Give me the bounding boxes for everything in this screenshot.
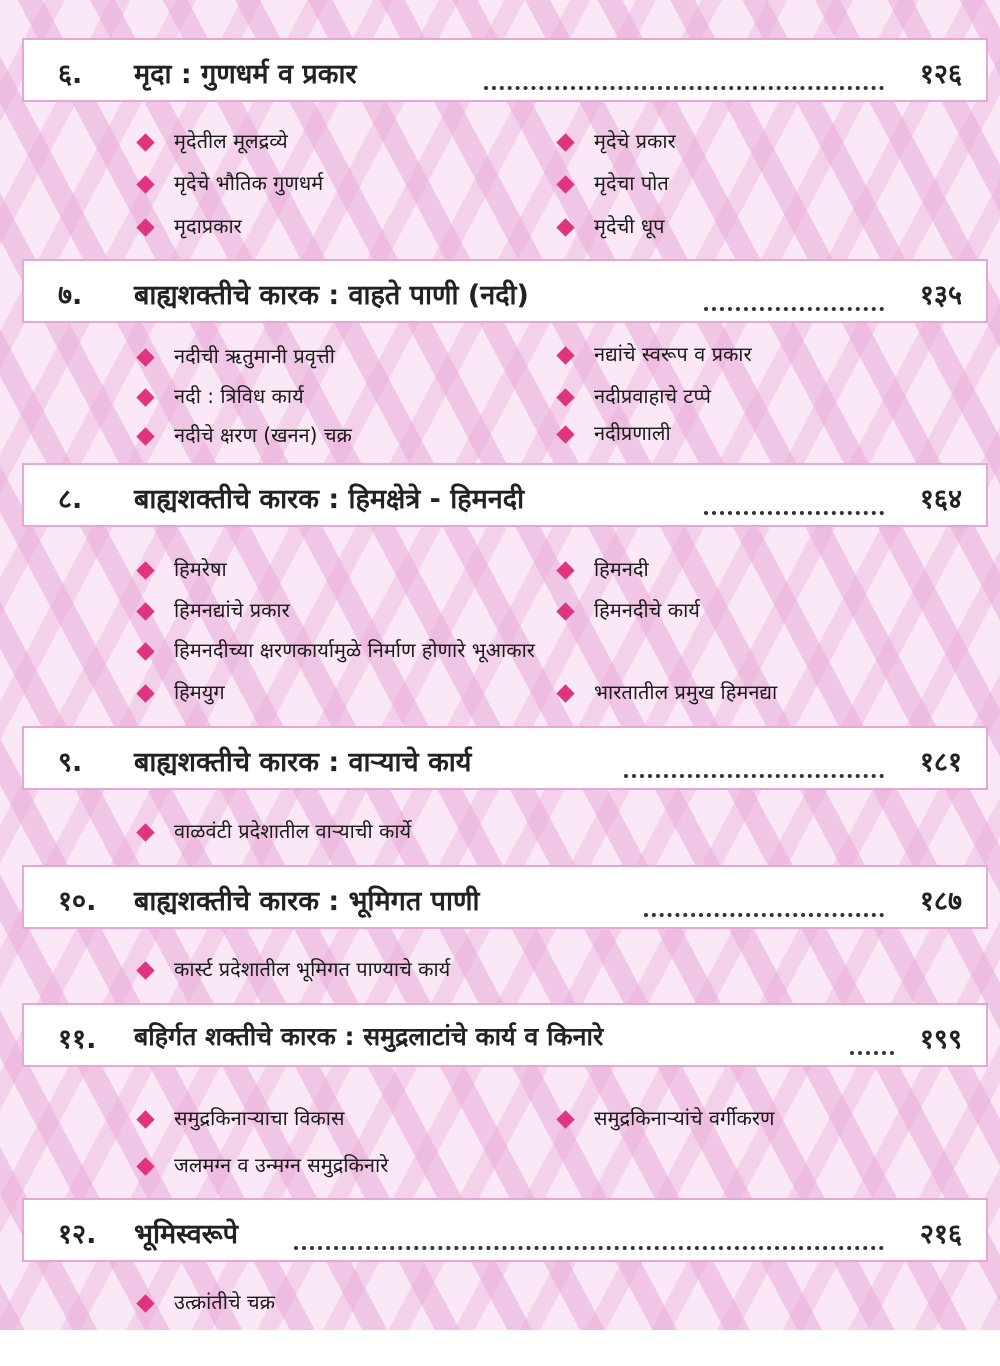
topic-item[interactable]: मृदेचे भौतिक गुणधर्म <box>174 171 324 195</box>
chapter-title: मृदा : गुणधर्म व प्रकार <box>134 59 357 90</box>
topic-item[interactable]: कार्स्ट प्रदेशातील भूमिगत पाण्याचे कार्य <box>174 957 451 981</box>
chapter-page: १६४ <box>919 484 962 515</box>
topic-item[interactable]: नदी : त्रिविध कार्य <box>174 384 304 408</box>
topic-item[interactable]: मृदेचे प्रकार <box>594 129 676 153</box>
chapter-page: १८१ <box>919 747 962 778</box>
dot-leader <box>644 883 884 917</box>
topic-item[interactable]: हिमनदी <box>594 557 649 581</box>
chapter-number: ९. <box>58 747 83 778</box>
dot-leader <box>484 56 884 90</box>
topic-item[interactable]: नदीचे क्षरण (खनन) चक्र <box>174 423 352 447</box>
chapter-row-9[interactable] <box>22 726 988 790</box>
chapter-number: ६. <box>58 59 83 90</box>
topic-item[interactable]: भारतातील प्रमुख हिमनद्या <box>594 680 778 704</box>
page-margin <box>0 1330 1000 1366</box>
topic-item[interactable]: हिमनदीच्या क्षरणकार्यामुळे निर्माण होणारे भूआकार <box>174 638 535 662</box>
chapter-number: १२. <box>58 1219 97 1250</box>
chapter-page: १३५ <box>919 280 962 311</box>
topic-item[interactable]: मृदेची धूप <box>594 214 665 238</box>
dot-leader <box>704 481 884 515</box>
chapter-row-6[interactable] <box>22 38 988 102</box>
topic-item[interactable]: उत्क्रांतीचे चक्र <box>174 1290 275 1314</box>
chapter-title: बाह्यशक्तीचे कारक : वाऱ्याचे कार्य <box>134 747 472 778</box>
chapter-number: ८. <box>58 484 83 515</box>
chapter-page: २१६ <box>919 1219 962 1250</box>
dot-leader <box>294 1216 884 1250</box>
chapter-title: बाह्यशक्तीचे कारक : हिमक्षेत्रे - हिमनदी <box>134 484 525 515</box>
chapter-row-7[interactable] <box>22 259 988 323</box>
chapter-number: ७. <box>58 280 83 311</box>
chapter-row-8[interactable] <box>22 463 988 527</box>
topic-item[interactable]: हिमरेषा <box>174 557 227 581</box>
topic-item[interactable]: हिमनदीचे कार्य <box>594 598 700 622</box>
topic-item[interactable]: नदीप्रणाली <box>594 421 671 445</box>
topic-item[interactable]: समुद्रकिनाऱ्यांचे वर्गीकरण <box>594 1106 775 1130</box>
chapter-number: १०. <box>58 886 97 917</box>
chapter-page: १२६ <box>919 59 962 90</box>
topic-item[interactable]: जलमग्न व उन्मग्न समुद्रकिनारे <box>174 1153 389 1177</box>
chapter-title: बाह्यशक्तीचे कारक : वाहते पाणी (नदी) <box>134 280 529 311</box>
chapter-title: बाह्यशक्तीचे कारक : भूमिगत पाणी <box>134 886 480 917</box>
topic-item[interactable]: नद्यांचे स्वरूप व प्रकार <box>594 342 752 366</box>
topic-item[interactable]: हिमनद्यांचे प्रकार <box>174 598 290 622</box>
chapter-row-11[interactable] <box>22 1003 988 1067</box>
topic-item[interactable]: हिमयुग <box>174 680 225 704</box>
chapter-row-12[interactable] <box>22 1198 988 1262</box>
topic-item[interactable]: समुद्रकिनाऱ्याचा विकास <box>174 1106 345 1130</box>
chapter-page: १९९ <box>919 1024 962 1055</box>
topic-item[interactable]: नदीप्रवाहाचे टप्पे <box>594 384 712 408</box>
topic-item[interactable]: मृदाप्रकार <box>174 214 242 238</box>
chapter-title: बहिर्गत शक्तीचे कारक : समुद्रलाटांचे कार्य व किनारे <box>134 1022 604 1051</box>
topic-item[interactable]: वाळवंटी प्रदेशातील वाऱ्याची कार्ये <box>174 819 412 843</box>
topic-item[interactable]: मृदेचा पोत <box>594 171 669 195</box>
dot-leader <box>704 277 884 311</box>
chapter-number: ११. <box>58 1024 97 1055</box>
dot-leader <box>624 744 884 778</box>
topic-item[interactable]: नदीची ऋतुमानी प्रवृत्ती <box>174 344 335 368</box>
chapter-title: भूमिस्वरूपे <box>134 1219 238 1250</box>
dot-leader <box>850 1021 894 1055</box>
topic-item[interactable]: मृदेतील मूलद्रव्ये <box>174 129 288 153</box>
chapter-page: १८७ <box>919 886 962 917</box>
chapter-row-10[interactable] <box>22 865 988 929</box>
